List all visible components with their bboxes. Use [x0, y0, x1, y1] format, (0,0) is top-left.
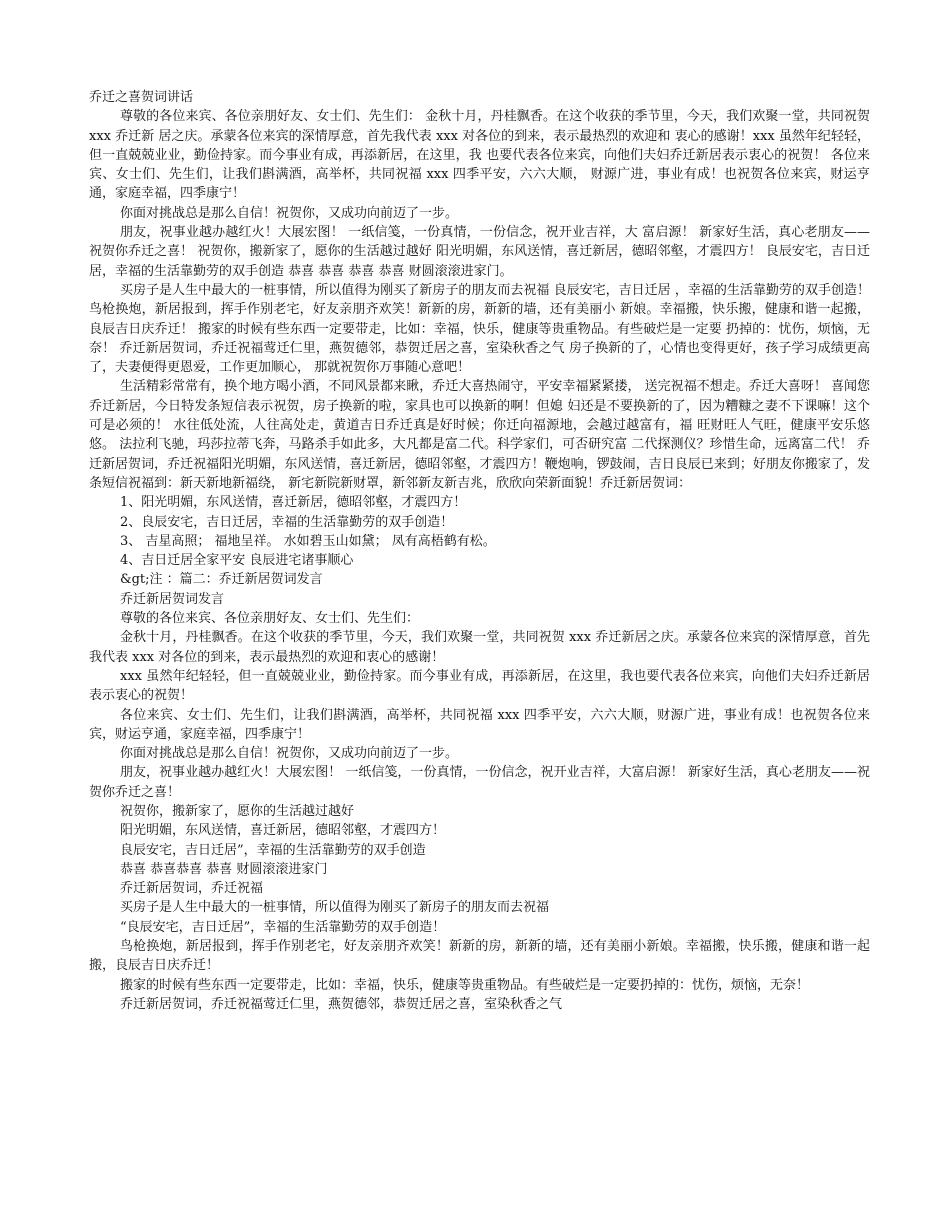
paragraph: 搬家的时候有些东西一定要带走，比如：幸福，快乐，健康等贵重物品。有些破烂是一定要扔掉的：忧伤，烦恼，无奈！: [120, 977, 810, 993]
paragraph: 尊敬的各位来宾、各位亲朋好友、女士们、先生们：: [120, 611, 420, 627]
paragraph: 4、吉日迁居全家平安 良辰进宅诸事顺心: [120, 553, 354, 569]
paragraph: 乔迁新居贺词，乔迁祝福莺迁仁里，燕贺德邻，恭贺迁居之喜，室染秋香之气: [120, 996, 563, 1012]
paragraph: 金秋十月，丹桂飘香。在这个收获的季节里，今天，我们欢聚一堂，共同祝贺 xxx 乔迁新居之庆。承蒙各位来宾的深情厚意，首先我代表 xxx 对各位的到来，表示最热烈的欢迎和衷心的感谢！: [89, 630, 870, 665]
paragraph: 你面对挑战总是那么自信！祝贺你，又成功向前迈了一步。: [120, 746, 459, 762]
paragraph: 乔迁新居贺词发言: [120, 591, 225, 607]
paragraph: 阳光明媚，东风送情，喜迁新居，德昭邻壑，才震四方！: [120, 823, 446, 839]
paragraph: 朋友，祝事业越办越红火！大展宏图！ 一纸信笺，一份真情，一份信念，祝开业吉祥，大 富启源！ 新家好生活，真心老朋友——祝贺你乔迁之喜！ 祝贺你，搬新家了，愿你的生活越过越好 阳光明媚，东风送情，喜迁新居，德昭邻壑，才震四方！ 良辰安宅，吉日迁居，幸福的生活靠勤劳的双手创造 恭喜 恭喜 恭喜 恭喜 财圆滚滚进家门。: [89, 225, 870, 279]
paragraph: “良辰安宅，吉日迁居”，幸福的生活靠勤劳的双手创造！: [120, 919, 446, 935]
paragraph: 1、阳光明媚，东风送情，喜迁新居，德昭邻壑，才震四方！: [120, 495, 467, 511]
paragraph: 生活精彩常常有，换个地方喝小酒，不同风景都来瞅，乔迁大喜热闹守，平安幸福紧紧搂， 送完祝福不想走。乔迁大喜呀！ 喜闻您乔迁新居，今日特发条短信表示祝贺，房子换新的啦，家具也可以换新的啊！但媳 妇还是不要换新的了，因为糟糠之妻不下课嘛！这个可是必须的！ 水往低处流，人往高处走，黄道吉日乔迁真是好时候；你迁向福源地，会越过越富有，福 旺财旺人气旺，健康平安乐悠悠。 法拉利飞驰，玛莎拉蒂飞奔，马路杀手如此多，大凡都是富二代。科学家们，可否研究富 二代探测仪？珍惜生命，远离富二代！ 乔迁新居贺词，乔迁祝福阳光明媚，东风送情，喜迁新居，德昭邻壑，才震四方！鞭炮响，锣鼓闹，吉日良辰已来到；好朋友你搬家了，发条短信祝福到：新天新地新福绕， 新宅新院新财罩，新邻新友新吉兆，欣欣向荣新面貌！乔迁新居贺词：: [89, 379, 870, 491]
document-title: 乔迁之喜贺词讲话: [89, 90, 194, 105]
document-body: [89, 88, 870, 1014]
paragraph: 3、 吉星高照； 福地呈祥。 水如碧玉山如黛； 凤有高梧鹤有松。: [120, 533, 496, 549]
paragraph: 2、良辰安宅，吉日迁居，幸福的生活靠勤劳的双手创造！: [120, 514, 454, 530]
paragraph: 买房子是人生中最大的一桩事情，所以值得为刚买了新房子的朋友而去祝福 良辰安宅，吉日迁居 ，幸福的生活靠勤劳的双手创造！ 鸟枪换炮，新居报到，挥手作别老宅，好友亲朋齐欢笑！新新的房，新新的墙，还有美丽小 新娘。幸福搬，快乐搬，健康和谐一起搬，良辰吉日庆乔迁！ 搬家的时候有些东西一定要带走，比如：幸福，快乐，健康等贵重物品。有些破烂是一定要 扔掉的：忧伤，烦恼，无奈！ 乔迁新居贺词，乔迁祝福莺迁仁里，燕贺德邻，恭贺迁居之喜，室染秋香之气 房子换新的了，心情也变得更好，孩子学习成绩更高了，夫妻便得更恩爱，工作更加顺心， 那就祝贺你万事随心意吧！: [89, 282, 870, 376]
paragraph: 祝贺你，搬新家了，愿你的生活越过越好: [120, 803, 355, 819]
paragraph: 各位来宾、女士们、先生们，让我们斟满酒，高举杯，共同祝福 xxx 四季平安，六六大顺，财源广进，事业有成！也祝贺各位来宾，财运亨通，家庭幸福，四季康宁！: [89, 707, 870, 742]
paragraph: 乔迁新居贺词，乔迁祝福: [120, 881, 264, 897]
paragraph: 良辰安宅，吉日迁居”，幸福的生活靠勤劳的双手创造: [120, 842, 426, 858]
paragraph: 鸟枪换炮，新居报到，挥手作别老宅，好友亲朋齐欢笑！新新的房，新新的墙，还有美丽小新娘。幸福搬，快乐搬，健康和谐一起搬，良辰吉日庆乔迁！: [89, 939, 870, 974]
paragraph: 朋友，祝事业越办越红火！大展宏图！ 一纸信笺，一份真情，一份信念，祝开业吉祥，大富启源！ 新家好生活，真心老朋友——祝贺你乔迁之喜！: [89, 765, 870, 800]
paragraph: 你面对挑战总是那么自信！祝贺你，又成功向前迈了一步。: [120, 205, 459, 221]
paragraph: 尊敬的各位来宾、各位亲朋好友、女士们、先生们： 金秋十月，丹桂飘香。在这个收获的季节里，今天，我们欢聚一堂，共同祝贺 xxx 乔迁新 居之庆。承蒙各位来宾的深情厚意，首先我代表 xxx 对各位的到来，表示最热烈的欢迎和 衷心的感谢！xxx 虽然年纪轻轻，但一直兢兢业业，勤俭持家。而今事业有成，再添新居，在这里，我 也要代表各位来宾，向他们夫妇乔迁新居表示衷心的祝贺！ 各位来宾、女士们、先生们，让我们斟满酒，高举杯，共同祝福 xxx 四季平安，六六大顺， 财源广进，事业有成！也祝贺各位来宾，财运亨通，家庭幸福，四季康宁！: [89, 109, 870, 202]
paragraph: 恭喜 恭喜恭喜 恭喜 财圆滚滚进家门: [120, 861, 328, 877]
paragraph: 买房子是人生中最大的一桩事情，所以值得为刚买了新房子的朋友而去祝福: [120, 900, 550, 916]
paragraph: &gt;注 ：篇二：乔迁新居贺词发言: [120, 572, 323, 588]
paragraph: xxx 虽然年纪轻轻，但一直兢兢业业，勤俭持家。而今事业有成，再添新居，在这里，我也要代表各位来宾，向他们夫妇乔迁新居表示衷心的祝贺！: [89, 668, 870, 704]
